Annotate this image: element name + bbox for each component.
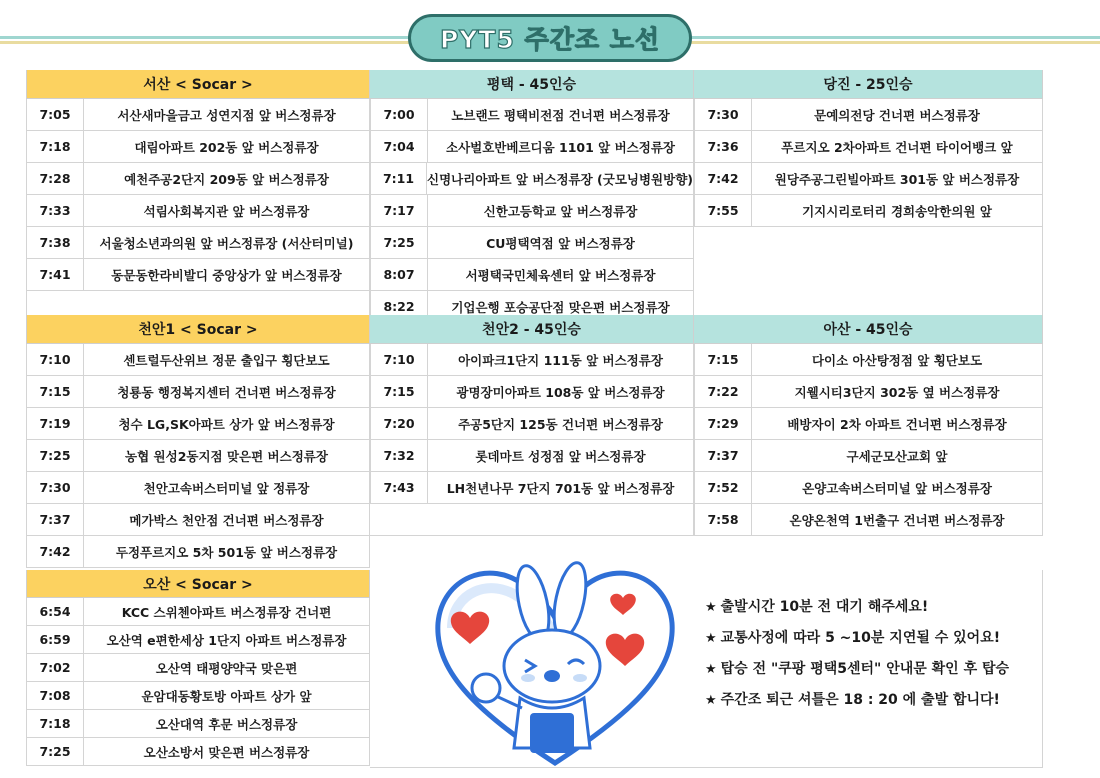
section-header-osan: 오산 < Socar > bbox=[26, 570, 370, 598]
pickup-location: 아이파크1단지 111동 앞 버스정류장 bbox=[458, 352, 663, 368]
departure-time: 7:11 bbox=[370, 163, 427, 194]
route-row bbox=[370, 99, 694, 131]
pickup-location: 온양온천역 1번출구 건너편 버스정류장 bbox=[789, 512, 1005, 528]
departure-time: 7:42 bbox=[26, 536, 84, 567]
pickup-location: 두정푸르지오 5차 501동 앞 버스정류장 bbox=[115, 544, 338, 560]
departure-time: 7:30 bbox=[26, 472, 84, 503]
route-list-asan bbox=[694, 344, 1043, 536]
pickup-location: 소사벌호반베르디움 1101 앞 버스정류장 bbox=[446, 139, 675, 155]
route-row bbox=[694, 195, 1043, 227]
pickup-location: 청수 LG,SK아파트 상가 앞 버스정류장 bbox=[118, 416, 335, 432]
pickup-location: KCC 스위첸아파트 버스정류장 건너편 bbox=[121, 604, 332, 620]
route-row bbox=[370, 227, 694, 259]
pickup-location: 대림아파트 202동 앞 버스정류장 bbox=[134, 139, 319, 155]
route-row bbox=[26, 163, 370, 195]
route-row bbox=[26, 259, 370, 291]
departure-time: 7:29 bbox=[694, 408, 752, 439]
pickup-location: 지웰시티3단지 302동 옆 버스정류장 bbox=[794, 384, 1000, 400]
route-row bbox=[26, 195, 370, 227]
route-row bbox=[694, 163, 1043, 195]
route-row bbox=[26, 344, 370, 376]
departure-time: 7:02 bbox=[26, 654, 84, 681]
note-item: ★ 교통사정에 따라 5 ~10분 지연될 수 있어요! bbox=[705, 630, 1001, 646]
pickup-location: 오산역 e편한세상 1단지 아파트 버스정류장 bbox=[106, 632, 347, 648]
pickup-location: 주공5단지 125동 건너편 버스정류장 bbox=[458, 416, 663, 432]
departure-time: 7:32 bbox=[370, 440, 428, 471]
route-row bbox=[370, 131, 694, 163]
departure-time: 7:10 bbox=[26, 344, 84, 375]
pickup-location: 배방자이 2차 아파트 건너편 버스정류장 bbox=[787, 416, 1007, 432]
section-header-cheonan2: 천안2 - 45인승 bbox=[370, 315, 694, 344]
route-row bbox=[26, 440, 370, 472]
route-row bbox=[370, 195, 694, 227]
route-row bbox=[694, 408, 1043, 440]
departure-time: 7:43 bbox=[370, 472, 428, 503]
section-cheonan2 bbox=[370, 315, 694, 536]
departure-time: 7:33 bbox=[26, 195, 84, 226]
pickup-location: 온양고속버스터미널 앞 버스정류장 bbox=[802, 480, 992, 496]
pickup-location: 신한고등학교 앞 버스정류장 bbox=[483, 203, 638, 219]
pickup-location: 석림사회복지관 앞 버스정류장 bbox=[143, 203, 310, 219]
pickup-location: 청룡동 행정복지센터 건너편 버스정류장 bbox=[117, 384, 336, 400]
pickup-location: 구세군모산교회 앞 bbox=[846, 448, 948, 464]
pickup-location: 문예의전당 건너편 버스정류장 bbox=[814, 107, 980, 123]
pickup-location: 노브랜드 평택비전점 건너편 버스정류장 bbox=[451, 107, 670, 123]
route-row bbox=[26, 598, 370, 626]
page-title-banner bbox=[408, 14, 692, 62]
section-cheonan1 bbox=[26, 315, 370, 568]
departure-time: 6:54 bbox=[26, 598, 84, 625]
route-row bbox=[26, 626, 370, 654]
empty-cell bbox=[694, 227, 1043, 322]
pickup-location: 다이소 아산탕정점 앞 횡단보도 bbox=[811, 352, 983, 368]
pickup-location: 푸르지오 2차아파트 건너편 타이어뱅크 앞 bbox=[781, 139, 1013, 155]
route-row bbox=[694, 99, 1043, 131]
route-row bbox=[694, 440, 1043, 472]
route-row bbox=[694, 344, 1043, 376]
route-row bbox=[26, 227, 370, 259]
section-osan bbox=[26, 570, 370, 766]
departure-time: 7:42 bbox=[694, 163, 752, 194]
pickup-location: CU평택역점 앞 버스정류장 bbox=[486, 235, 635, 251]
section-dangjin bbox=[694, 70, 1043, 322]
departure-time: 7:37 bbox=[26, 504, 84, 535]
departure-time: 7:38 bbox=[26, 227, 84, 258]
departure-time: 7:55 bbox=[694, 195, 752, 226]
route-row bbox=[26, 408, 370, 440]
pickup-location: 광명장미아파트 108동 앞 버스정류장 bbox=[456, 384, 665, 400]
route-list-pyeongtaek bbox=[370, 99, 694, 323]
departure-time: 7:25 bbox=[370, 227, 428, 258]
route-row bbox=[26, 654, 370, 682]
pickup-location: 예천주공2단지 209동 앞 버스정류장 bbox=[124, 171, 329, 187]
pickup-location: 신명나리아파트 앞 버스정류장 (굿모닝병원방향) bbox=[427, 171, 693, 187]
pickup-location: 오산대역 후문 버스정류장 bbox=[155, 716, 298, 732]
departure-time: 7:41 bbox=[26, 259, 84, 290]
pickup-location: 기지시리로터리 경희송악한의원 앞 bbox=[802, 203, 992, 219]
route-list-osan bbox=[26, 598, 370, 766]
route-row bbox=[694, 504, 1043, 536]
departure-time: 7:25 bbox=[26, 738, 84, 765]
route-row bbox=[694, 131, 1043, 163]
route-row bbox=[370, 259, 694, 291]
departure-time: 7:08 bbox=[26, 682, 84, 709]
pickup-location: 기업은행 포승공단점 맞은편 버스정류장 bbox=[451, 299, 670, 315]
departure-time: 7:10 bbox=[370, 344, 428, 375]
departure-time: 7:37 bbox=[694, 440, 752, 471]
pickup-location: 서산새마을금고 성연지점 앞 버스정류장 bbox=[117, 107, 336, 123]
section-header-asan: 아산 - 45인승 bbox=[694, 315, 1043, 344]
departure-time: 7:36 bbox=[694, 131, 752, 162]
pickup-location: 서울청소년과의원 앞 버스정류장 (서산터미널) bbox=[99, 235, 354, 251]
pickup-location: LH천년나무 7단지 701동 앞 버스정류장 bbox=[446, 480, 675, 496]
pickup-location: 농협 원성2동지점 맞은편 버스정류장 bbox=[125, 448, 328, 464]
route-row bbox=[370, 376, 694, 408]
departure-time: 7:28 bbox=[26, 163, 84, 194]
route-row bbox=[370, 344, 694, 376]
star-icon: ★ bbox=[705, 600, 717, 615]
departure-time: 8:22 bbox=[370, 291, 428, 322]
departure-time: 7:25 bbox=[26, 440, 84, 471]
departure-time: 7:19 bbox=[26, 408, 84, 439]
departure-time: 7:15 bbox=[370, 376, 428, 407]
section-pyeongtaek bbox=[370, 70, 694, 323]
departure-time: 7:15 bbox=[26, 376, 84, 407]
departure-time: 8:07 bbox=[370, 259, 428, 290]
section-seosan bbox=[26, 70, 370, 322]
departure-time: 7:18 bbox=[26, 710, 84, 737]
section-header-pyeongtaek: 평택 - 45인승 bbox=[370, 70, 694, 99]
page-title: PYT5 주간조 노선 bbox=[439, 25, 661, 54]
route-list-cheonan2 bbox=[370, 344, 694, 504]
route-row bbox=[370, 163, 694, 195]
notes-list bbox=[705, 592, 1009, 716]
empty-cell bbox=[370, 504, 694, 536]
route-list-cheonan1 bbox=[26, 344, 370, 568]
route-row bbox=[370, 408, 694, 440]
pickup-location: 오산소방서 맞은편 버스정류장 bbox=[143, 744, 310, 760]
departure-time: 7:52 bbox=[694, 472, 752, 503]
star-icon: ★ bbox=[705, 693, 717, 708]
note-item: ★ 주간조 퇴근 셔틀은 18 : 20 에 출발 합니다! bbox=[705, 692, 1000, 708]
pickup-location: 롯데마트 성정점 앞 버스정류장 bbox=[475, 448, 646, 464]
pickup-location: 메가박스 천안점 건너편 버스정류장 bbox=[129, 512, 324, 528]
departure-time: 7:30 bbox=[694, 99, 752, 130]
pickup-location: 운암대동황토방 아파트 상가 앞 bbox=[141, 688, 312, 704]
departure-time: 7:20 bbox=[370, 408, 428, 439]
route-row bbox=[370, 440, 694, 472]
pickup-location: 센트럴두산위브 정문 출입구 횡단보도 bbox=[123, 352, 330, 368]
departure-time: 6:59 bbox=[26, 626, 84, 653]
pickup-location: 서평택국민체육센터 앞 버스정류장 bbox=[465, 267, 656, 283]
route-row bbox=[26, 710, 370, 738]
bunny-mascot-illustration bbox=[430, 548, 680, 774]
route-row bbox=[370, 472, 694, 504]
route-row bbox=[26, 738, 370, 766]
star-icon: ★ bbox=[705, 631, 717, 646]
route-row bbox=[26, 472, 370, 504]
route-row bbox=[26, 376, 370, 408]
route-row bbox=[694, 472, 1043, 504]
pickup-location: 동문동한라비발디 중앙상가 앞 버스정류장 bbox=[111, 267, 342, 283]
route-list-seosan bbox=[26, 99, 370, 291]
departure-time: 7:00 bbox=[370, 99, 428, 130]
pickup-location: 오산역 태평양약국 맞은편 bbox=[155, 660, 298, 676]
departure-time: 7:22 bbox=[694, 376, 752, 407]
note-item: ★ 출발시간 10분 전 대기 해주세요! bbox=[705, 599, 929, 615]
route-row bbox=[26, 536, 370, 568]
pickup-location: 천안고속버스터미널 앞 정류장 bbox=[143, 480, 310, 496]
route-row bbox=[26, 131, 370, 163]
section-header-dangjin: 당진 - 25인승 bbox=[694, 70, 1043, 99]
section-header-cheonan1: 천안1 < Socar > bbox=[26, 315, 370, 344]
departure-time: 7:18 bbox=[26, 131, 84, 162]
route-list-dangjin bbox=[694, 99, 1043, 227]
section-header-seosan: 서산 < Socar > bbox=[26, 70, 370, 99]
departure-time: 7:15 bbox=[694, 344, 752, 375]
route-row bbox=[26, 682, 370, 710]
note-item: ★ 탑승 전 "쿠팡 평택5센터" 안내문 확인 후 탑승 bbox=[705, 661, 1010, 677]
route-row bbox=[26, 504, 370, 536]
departure-time: 7:58 bbox=[694, 504, 752, 535]
pickup-location: 원당주공그린빌아파트 301동 앞 버스정류장 bbox=[774, 171, 1020, 187]
section-asan bbox=[694, 315, 1043, 536]
route-row bbox=[26, 99, 370, 131]
departure-time: 7:17 bbox=[370, 195, 428, 226]
route-row bbox=[694, 376, 1043, 408]
departure-time: 7:05 bbox=[26, 99, 84, 130]
departure-time: 7:04 bbox=[370, 131, 428, 162]
star-icon: ★ bbox=[705, 662, 717, 677]
